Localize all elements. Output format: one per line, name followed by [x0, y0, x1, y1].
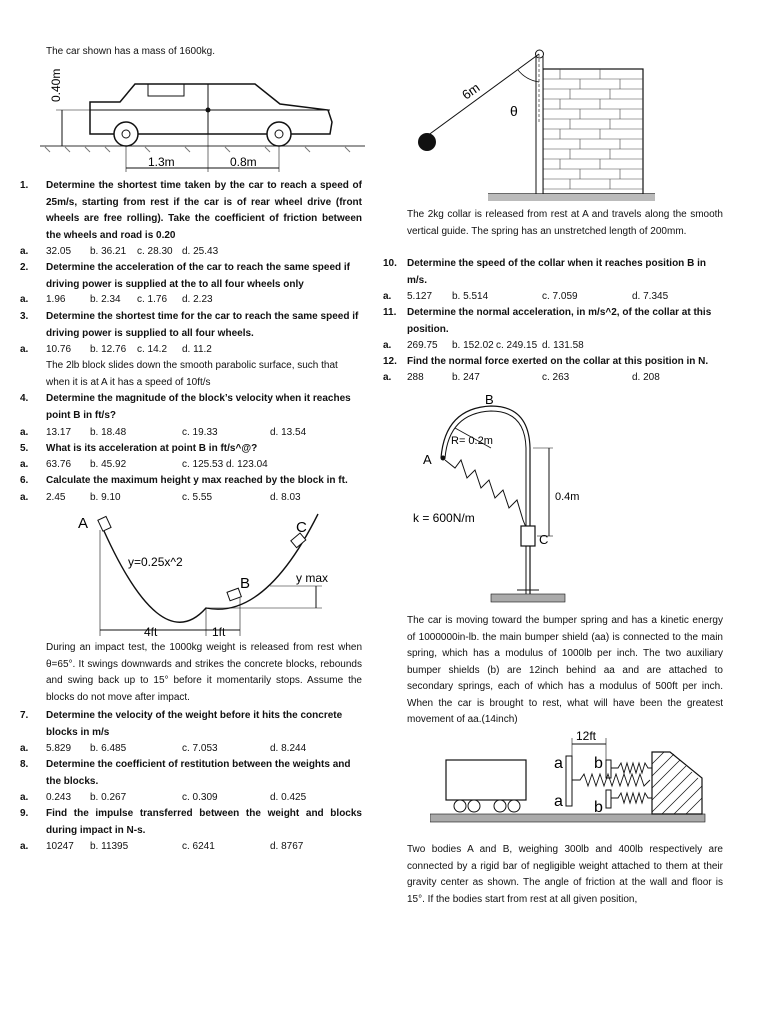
bumper-figure [430, 730, 710, 826]
q12-number: 12. [383, 356, 397, 367]
bumper-shield-b-top: b [594, 755, 603, 772]
q4-number: 4. [20, 393, 29, 404]
q8-text: Determine the coefficient of restitution between the weights and the blocks. [46, 759, 351, 787]
q6-letter: a. [20, 492, 29, 503]
q3-option-c: c. 14.2 [137, 344, 168, 355]
q3-number: 3. [20, 311, 29, 322]
q4-letter: a. [20, 427, 29, 438]
car-dim-b-label: 0.8m [230, 155, 257, 169]
q3-option-a: 10.76 [46, 344, 72, 355]
bodies-intro-text: Two bodies A and B, weighing 300lb and 400lb respectively are connected by a rigid bar of negligible weight attached to them at their gravity center as shown. The angle of friction at the wall and floor is 15°. If the bodies start from rest at all given position, [407, 844, 723, 905]
q3-option-d: d. 11.2 [182, 344, 212, 355]
q8-option-a: 0.243 [46, 792, 72, 803]
pendulum-angle-label: θ [510, 103, 518, 119]
parabola-point-a: A [78, 515, 89, 532]
q6-number: 6. [20, 475, 29, 486]
q3-text: Determine the shortest time for the car to reach the same speed if driving power is supplied to all four wheels. [46, 311, 359, 339]
bumper-shield-a-bottom: a [554, 793, 563, 810]
spring-constant-label: k = 600N/m [413, 511, 475, 525]
q12-text: Find the normal force exerted on the collar at this position in N. [407, 356, 709, 367]
q11-text: Determine the normal acceleration, in m/s^2, of the collar at this position. [407, 307, 712, 335]
q7-text: Determine the velocity of the weight before it hits the concrete blocks in m/s [46, 710, 343, 738]
q7-option-c: c. 7.053 [182, 743, 218, 754]
q11-option-c: c. 249.15 [496, 340, 538, 351]
q10-option-a: 5.127 [407, 291, 433, 302]
q4-option-b: b. 18.48 [90, 427, 127, 438]
collar-height-label: 0.4m [555, 491, 580, 503]
collar-guide-figure [405, 394, 615, 610]
q9-option-d: d. 8767 [270, 841, 304, 852]
car-figure [40, 62, 370, 174]
q9-text: Find the impulse transferred between the weight and blocks during impact in N-s. [46, 808, 362, 836]
q12-letter: a. [383, 372, 392, 383]
q8-letter: a. [20, 792, 29, 803]
q2-text: Determine the acceleration of the car to reach the same speed if driving power is supplied at the to all four wheels only [46, 262, 350, 290]
collar-point-a: A [423, 452, 432, 467]
q10-letter: a. [383, 291, 392, 302]
q2-option-c: c. 1.76 [137, 294, 168, 305]
q5-text: What is its acceleration at point B in ft/s^@? [46, 443, 258, 454]
car-height-label: 0.40m [49, 68, 63, 102]
q1-option-b: b. 36.21 [90, 246, 127, 257]
parabola-point-c: C [296, 519, 307, 536]
q5-option-d: d. 123.04 [226, 459, 268, 470]
collar-intro-text: The 2kg collar is released from rest at A and travels along the smooth vertical guide. The spring has an unstretched length of 200mm. [407, 209, 723, 237]
car-intro-text: The car shown has a mass of 1600kg. [46, 46, 215, 57]
q5-option-c: c. 125.53 [182, 459, 224, 470]
q10-option-c: c. 7.059 [542, 291, 578, 302]
parabola-dim-1ft: 1ft [212, 625, 226, 639]
q10-number: 10. [383, 258, 397, 269]
q4-text: Determine the magnitude of the block’s velocity when it reaches point B in ft/s? [46, 393, 351, 421]
bumper-intro-text: The car is moving toward the bumper spring and has a kinetic energy of 1000000in-lb. the main bumper shield (aa) is connected to the main spring, which has a modulus of 1000lb per inch. The two auxiliary bumper shields (b) are 12inch behind aa and are attached to secondary springs, each of which has a modulus of 500ft per inch. When the car is brought to rest, what will have been the greatest movement of aa.(14inch) [407, 615, 723, 725]
q4-option-c: c. 19.33 [182, 427, 218, 438]
parabola-point-b: B [240, 575, 251, 592]
q7-option-a: 5.829 [46, 743, 72, 754]
q10-option-d: d. 7.345 [632, 291, 669, 302]
q11-option-d: d. 131.58 [542, 340, 584, 351]
q2-option-b: b. 2.34 [90, 294, 121, 305]
q5-option-b: b. 45.92 [90, 459, 127, 470]
parabola-ymax-label: y max [296, 571, 329, 585]
q7-option-d: d. 8.244 [270, 743, 307, 754]
q2-letter: a. [20, 294, 29, 305]
q6-option-b: b. 9.10 [90, 492, 121, 503]
car-dim-a-label: 1.3m [148, 155, 175, 169]
q8-option-c: c. 0.309 [182, 792, 218, 803]
collar-point-c: C [539, 532, 549, 547]
bumper-shield-b-bottom: b [594, 799, 603, 816]
parabola-figure [60, 510, 360, 640]
q8-option-b: b. 0.267 [90, 792, 127, 803]
q5-option-a: 63.76 [46, 459, 72, 470]
q9-option-a: 10247 [46, 841, 74, 852]
block-intro-text: The 2lb block slides down the smooth parabolic surface, such that when it is at A it has a speed of 10ft/s [46, 360, 338, 388]
q12-option-b: b. 247 [452, 372, 480, 383]
q1-option-d: d. 25.43 [182, 246, 219, 257]
q3-letter: a. [20, 344, 29, 355]
q7-option-b: b. 6.485 [90, 743, 127, 754]
q12-option-c: c. 263 [542, 372, 570, 383]
q5-letter: a. [20, 459, 29, 470]
q7-letter: a. [20, 743, 29, 754]
q3-option-b: b. 12.76 [90, 344, 127, 355]
q9-number: 9. [20, 808, 29, 819]
q1-option-c: c. 28.30 [137, 246, 173, 257]
q11-number: 11. [383, 307, 397, 318]
q11-option-b: b. 152.02 [452, 340, 494, 351]
q10-option-b: b. 5.514 [452, 291, 489, 302]
q2-option-d: d. 2.23 [182, 294, 213, 305]
q1-option-a: 32.05 [46, 246, 72, 257]
q12-option-a: 288 [407, 372, 424, 383]
pendulum-wall-figure [410, 44, 660, 206]
parabola-equation: y=0.25x^2 [128, 555, 183, 569]
q7-number: 7. [20, 710, 29, 721]
collar-point-b: B [485, 394, 494, 407]
q1-text: Determine the shortest time taken by the car to reach a speed of 25m/s, starting from rest if the car is of rear wheel drive (front wheels are free rolling). Take the coefficient of friction between the wheels and road is 0.20 [46, 180, 362, 241]
q1-number: 1. [20, 180, 29, 191]
q9-option-c: c. 6241 [182, 841, 215, 852]
bumper-distance-label: 12ft [576, 730, 597, 743]
q6-option-a: 2.45 [46, 492, 66, 503]
q6-option-c: c. 5.55 [182, 492, 213, 503]
bumper-shield-a-top: a [554, 755, 563, 772]
q4-option-d: d. 13.54 [270, 427, 307, 438]
q4-option-a: 13.17 [46, 427, 72, 438]
impact-intro-text: During an impact test, the 1000kg weight is released from rest when θ=65°. It swings downwards and strikes the concrete blocks, rebounds and swing back up to 15° before it momentarily stops. Assume the blocks do not move after impact. [46, 642, 362, 703]
q6-text: Calculate the maximum height y max reached by the block in ft. [46, 475, 348, 486]
q6-option-d: d. 8.03 [270, 492, 301, 503]
q9-option-b: b. 11395 [90, 841, 129, 852]
q2-option-a: 1.96 [46, 294, 66, 305]
q8-option-d: d. 0.425 [270, 792, 307, 803]
collar-radius-label: R= 0.2m [451, 435, 493, 447]
q1-letter: a. [20, 246, 29, 257]
q11-letter: a. [383, 340, 392, 351]
q10-text: Determine the speed of the collar when it reaches position B in m/s. [407, 258, 706, 286]
q5-number: 5. [20, 443, 29, 454]
q2-number: 2. [20, 262, 29, 273]
pendulum-length-label: 6m [459, 79, 483, 103]
q11-option-a: 269.75 [407, 340, 438, 351]
q12-option-d: d. 208 [632, 372, 660, 383]
q8-number: 8. [20, 759, 29, 770]
q9-letter: a. [20, 841, 29, 852]
parabola-dim-4ft: 4ft [144, 625, 158, 639]
